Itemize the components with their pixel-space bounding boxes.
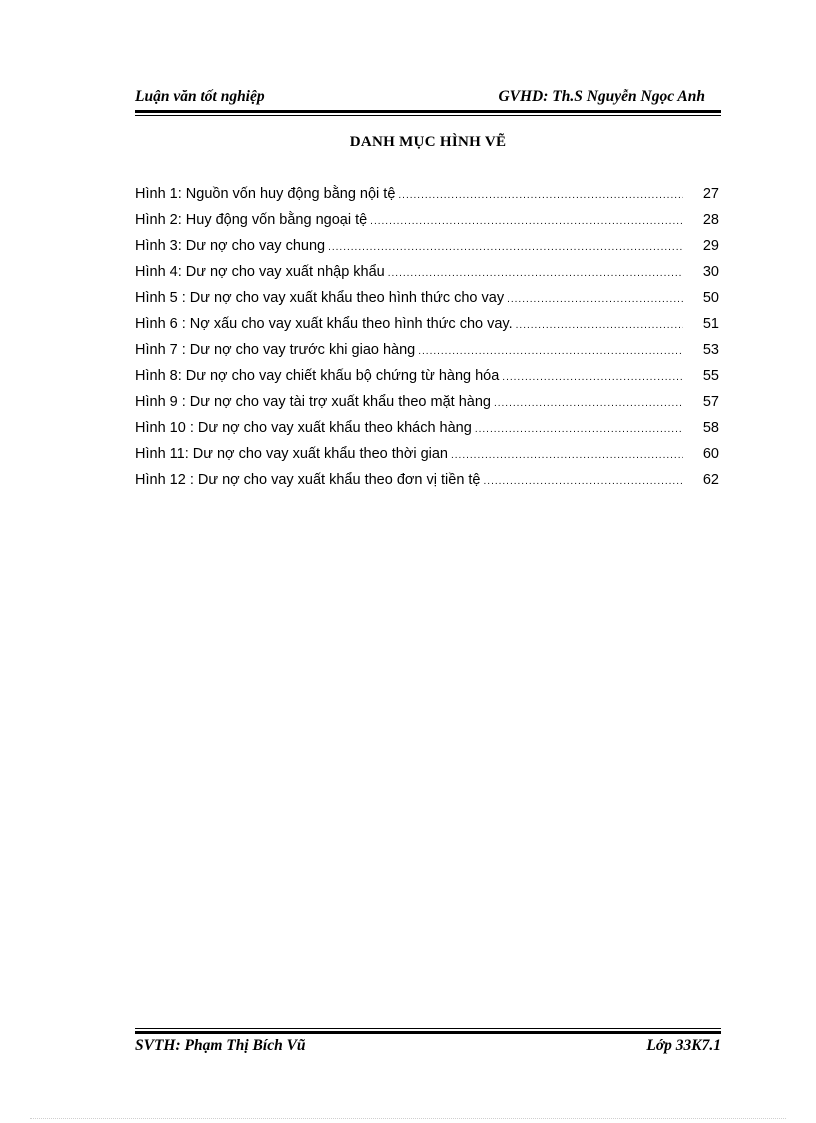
page-number: 51 — [702, 316, 719, 332]
page-number: 55 — [702, 368, 719, 384]
header-rule-thick — [135, 110, 721, 113]
footer-rule-thin — [135, 1028, 721, 1029]
figure-list-item[interactable] — [135, 316, 719, 342]
page-number: 53 — [702, 342, 719, 358]
figure-caption: Hình 4: Dư nợ cho vay xuất nhập khẩu — [135, 264, 385, 280]
page-bottom-edge — [30, 1118, 786, 1119]
figure-list-item[interactable] — [135, 394, 719, 420]
page-footer — [135, 1037, 721, 1057]
figure-list — [135, 186, 719, 498]
figure-list-item[interactable] — [135, 472, 719, 498]
figure-caption: Hình 2: Huy động vốn bằng ngoại tệ — [135, 212, 368, 228]
footer-class: Lớp 33K7.1 — [646, 1037, 721, 1054]
figure-list-item[interactable] — [135, 290, 719, 316]
figure-caption: Hình 7 : Dư nợ cho vay trước khi giao hàng — [135, 342, 416, 358]
dot-leader — [328, 242, 683, 253]
figure-list-item[interactable] — [135, 342, 719, 368]
figure-caption: Hình 12 : Dư nợ cho vay xuất khẩu theo đơn vị tiền tệ — [135, 472, 481, 488]
figure-caption: Hình 11: Dư nợ cho vay xuất khẩu theo thời gian — [135, 446, 448, 462]
figure-caption: Hình 1: Nguồn vốn huy động bằng nội tệ — [135, 186, 396, 202]
page-number: 57 — [702, 394, 719, 410]
page-number: 62 — [702, 472, 719, 488]
figure-list-item[interactable] — [135, 238, 719, 264]
page-title: DANH MỤC HÌNH VẼ — [349, 134, 507, 150]
footer-student: SVTH: Phạm Thị Bích Vũ — [135, 1037, 306, 1054]
dot-leader — [388, 268, 683, 279]
page-number: 28 — [702, 212, 719, 228]
footer-rule-thick — [135, 1031, 721, 1034]
figure-list-item[interactable] — [135, 368, 719, 394]
page-number: 30 — [702, 264, 719, 280]
dot-leader — [484, 476, 683, 487]
dot-leader — [418, 346, 683, 357]
figure-caption: Hình 3: Dư nợ cho vay chung — [135, 238, 326, 254]
dot-leader — [502, 372, 683, 383]
figure-caption: Hình 8: Dư nợ cho vay chiết khấu bộ chứng từ hàng hóa — [135, 368, 500, 384]
dot-leader — [516, 320, 683, 331]
figure-list-item[interactable] — [135, 264, 719, 290]
figure-caption: Hình 6 : Nợ xấu cho vay xuất khẩu theo hình thức cho vay. — [135, 316, 513, 332]
page-number: 58 — [702, 420, 719, 436]
header-advisor: GVHD: Th.S Nguyễn Ngọc Anh — [498, 88, 705, 105]
header-thesis-title: Luận văn tốt nghiệp — [135, 88, 265, 105]
figure-caption: Hình 5 : Dư nợ cho vay xuất khẩu theo hình thức cho vay — [135, 290, 505, 306]
page-number: 29 — [702, 238, 719, 254]
page-number: 60 — [702, 446, 719, 462]
figure-caption: Hình 10 : Dư nợ cho vay xuất khẩu theo khách hàng — [135, 420, 472, 436]
dot-leader — [494, 398, 683, 409]
page-header — [135, 88, 721, 108]
header-rule-thin — [135, 115, 721, 116]
dot-leader — [370, 216, 683, 227]
figure-list-item[interactable] — [135, 446, 719, 472]
page-number: 50 — [702, 290, 719, 306]
figure-list-item[interactable] — [135, 186, 719, 212]
page-number: 27 — [702, 186, 719, 202]
figure-list-item[interactable] — [135, 212, 719, 238]
figure-list-item[interactable] — [135, 420, 719, 446]
dot-leader — [507, 294, 683, 305]
figure-caption: Hình 9 : Dư nợ cho vay tài trợ xuất khẩu theo mặt hàng — [135, 394, 491, 410]
dot-leader — [451, 450, 683, 461]
dot-leader — [398, 190, 683, 201]
dot-leader — [475, 424, 683, 435]
